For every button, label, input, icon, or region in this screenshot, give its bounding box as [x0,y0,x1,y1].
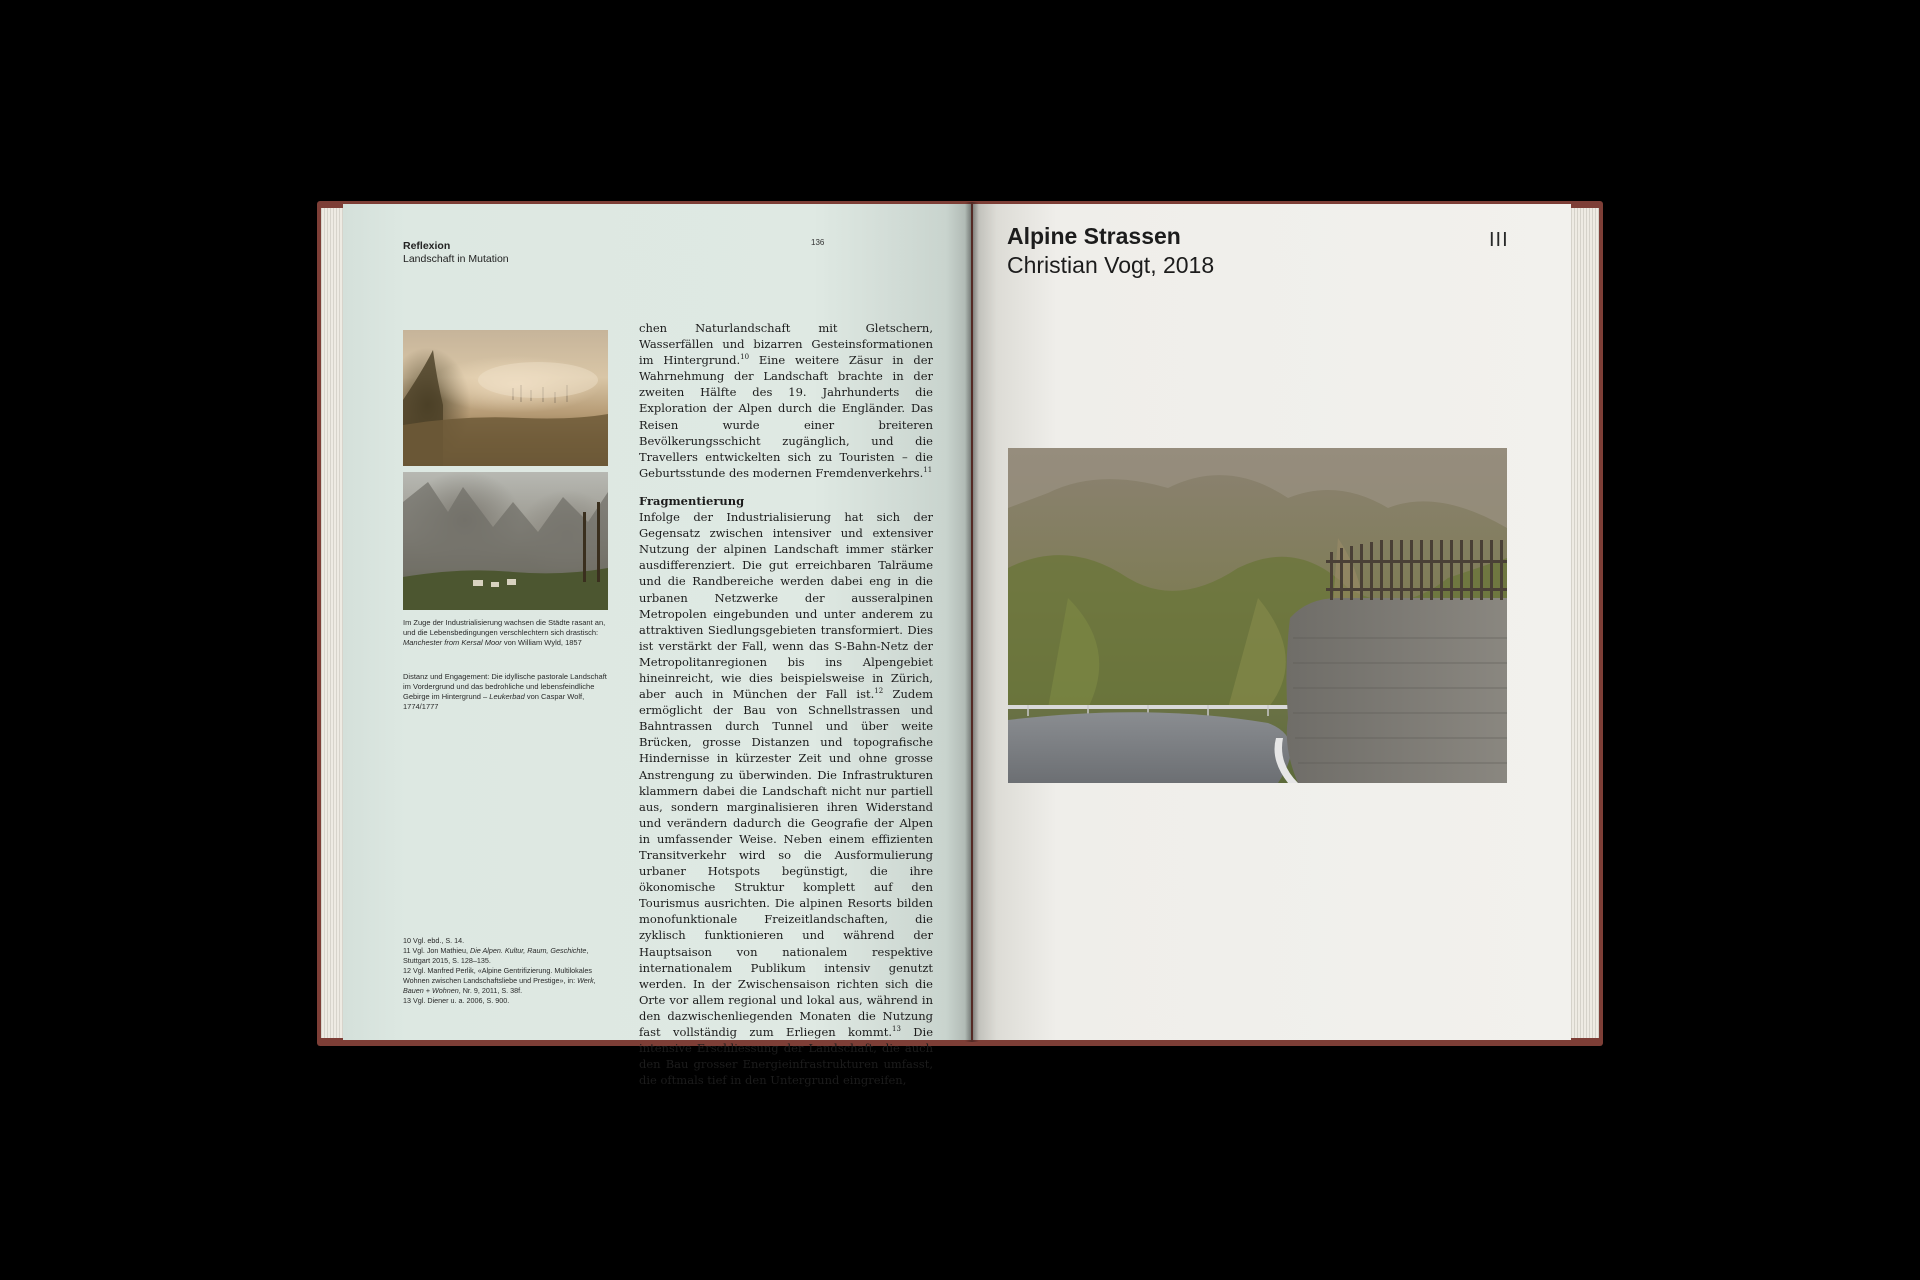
caption-2-italic: Leukerbad [489,692,525,701]
section-subtitle: Christian Vogt, 2018 [1007,252,1215,278]
caption-painting-1 [403,618,613,648]
caption-1-tail: von William Wyld, 1857 [501,638,582,647]
footnotes [403,936,615,1006]
running-head [403,240,509,266]
paragraph-1: chen Naturlandschaft mit Gletschern, Wasserfällen und bizarren Gesteinsformationen im Hintergrund.$^{10}$ Eine weitere Zäsur in der Wahrnehmung der Landschaft brachte in der zweiten Hälfte des 19. Jahrhunderts die Exploration der Alpen durch die Engländer. Das Reisen wurde einer breiteren Bevölkerungsschicht zugänglich, und die Travellers entwickelten sich zu Touristen – die Geburtsstunde des modernen Fremdenverkehrs.$^{11}$ [639,321,933,480]
alpine-road-art [1008,448,1507,783]
page-edges-left [321,208,345,1038]
page-number: 136 [811,238,825,247]
caption-1-text: Im Zuge der Industrialisierung wachsen die Städte rasant an, und die Lebensbedingungen verschlechtern sich drastisch: [403,618,606,637]
page-edges-right [1569,208,1599,1038]
painting-leukerbad [403,472,608,610]
section-title: Alpine Strassen [1007,223,1181,249]
running-head-title: Reflexion [403,240,451,252]
footnote-12: 12 Vgl. Manfred Perlik, «Alpine Gentrifizierung. Multilokales Wohnen zwischen Landschaftsliebe und Prestige», in: Werk, Bauen + Wohnen, Nr. 9, 2011, S. 38f. [403,966,596,995]
subheading-fragmentierung: Fragmentierung [639,493,745,508]
caption-painting-2 [403,672,613,712]
open-book [317,196,1603,1088]
footnote-10: 10 Vgl. ebd., S. 14. [403,936,465,945]
alpine-road-photo [1008,448,1507,783]
section-numeral: III [1489,229,1509,251]
painting-2-art [403,472,608,610]
running-head-subtitle: Landschaft in Mutation [403,253,509,265]
caption-2-text: Distanz und Engagement: Die idyllische pastorale Landschaft im Vordergrund und das bedrohliche und lebensfeindliche Gebirge im Hintergrund – [403,672,607,701]
book-gutter [965,202,979,1042]
left-page [343,204,971,1088]
caption-2-tail: von Caspar Wolf, 1774/1777 [403,692,585,711]
footnote-11: 11 Vgl. Jon Mathieu, Die Alpen. Kultur, Raum, Geschichte, Stuttgart 2015, S. 128–135. [403,946,589,965]
caption-1-italic: Manchester from Kersal Moor [403,638,502,647]
paragraph-2: Infolge der Industrialisierung hat sich der Gegensatz zwischen intensiver und extensiver Nutzung der alpinen Landschaft immer stärker ausdifferenziert. Die gut erreichbaren Talräume und die Randbereiche werden dabei eng in die urbanen Netzwerke der ausseralpinen Metropolen eingebunden und unter anderem zu attraktiven Siedlungsgebieten transformiert. Dies ist verstärkt der Fall, wenn das S-Bahn-Netz der Metropolitanregionen bis ins Alpengebiet hineinreicht, wie dies beispielsweise in Zürich, aber auch in München der Fall ist.$^{12}$ Zudem ermöglicht der Bau von Schnellstrassen und Bahntrassen durch Tunnel und über weite Brücken, grosse Distanzen und topografische Hindernisse in kürzester Zeit und ohne grosse Anstrengung zu überwinden. Die Infrastrukturen klammern dabei die Landschaft nicht nur partiell aus, sondern marginalisieren ihren Widerstand und verändern dadurch die Geografie der Alpen in umfassender Weise. Neben einem effizienten Transitverkehr wird so die Ausformulierung urbaner Hotspots begünstigt, die ihre ökonomische Struktur komplett auf den Tourismus ausrichten. Die alpinen Resorts bilden monofunktionale Freizeitlandschaften, die zyklisch funktionieren und während der Hauptsaison von nationalem respektive internationalem Publikum intensiv genutzt werden. In der Zwischensaison richten sich die Orte vor allem regional und lokal aus, während in den dazwischenliegenden Monaten die Nutzung fast vollständig zum Erliegen kommt.$^{13}$ Die intensive Erschliessung der Landschaft, die auch den Bau grosser Energieinfrastrukturen umfasst, die oftmals tief in den Untergrund eingreifen, [639,510,934,1088]
painting-manchester-kersal-moor [403,330,608,466]
body-text [639,320,933,1088]
footnote-13: 13 Vgl. Diener u. a. 2006, S. 900. [403,996,510,1005]
painting-1-art [403,330,608,466]
